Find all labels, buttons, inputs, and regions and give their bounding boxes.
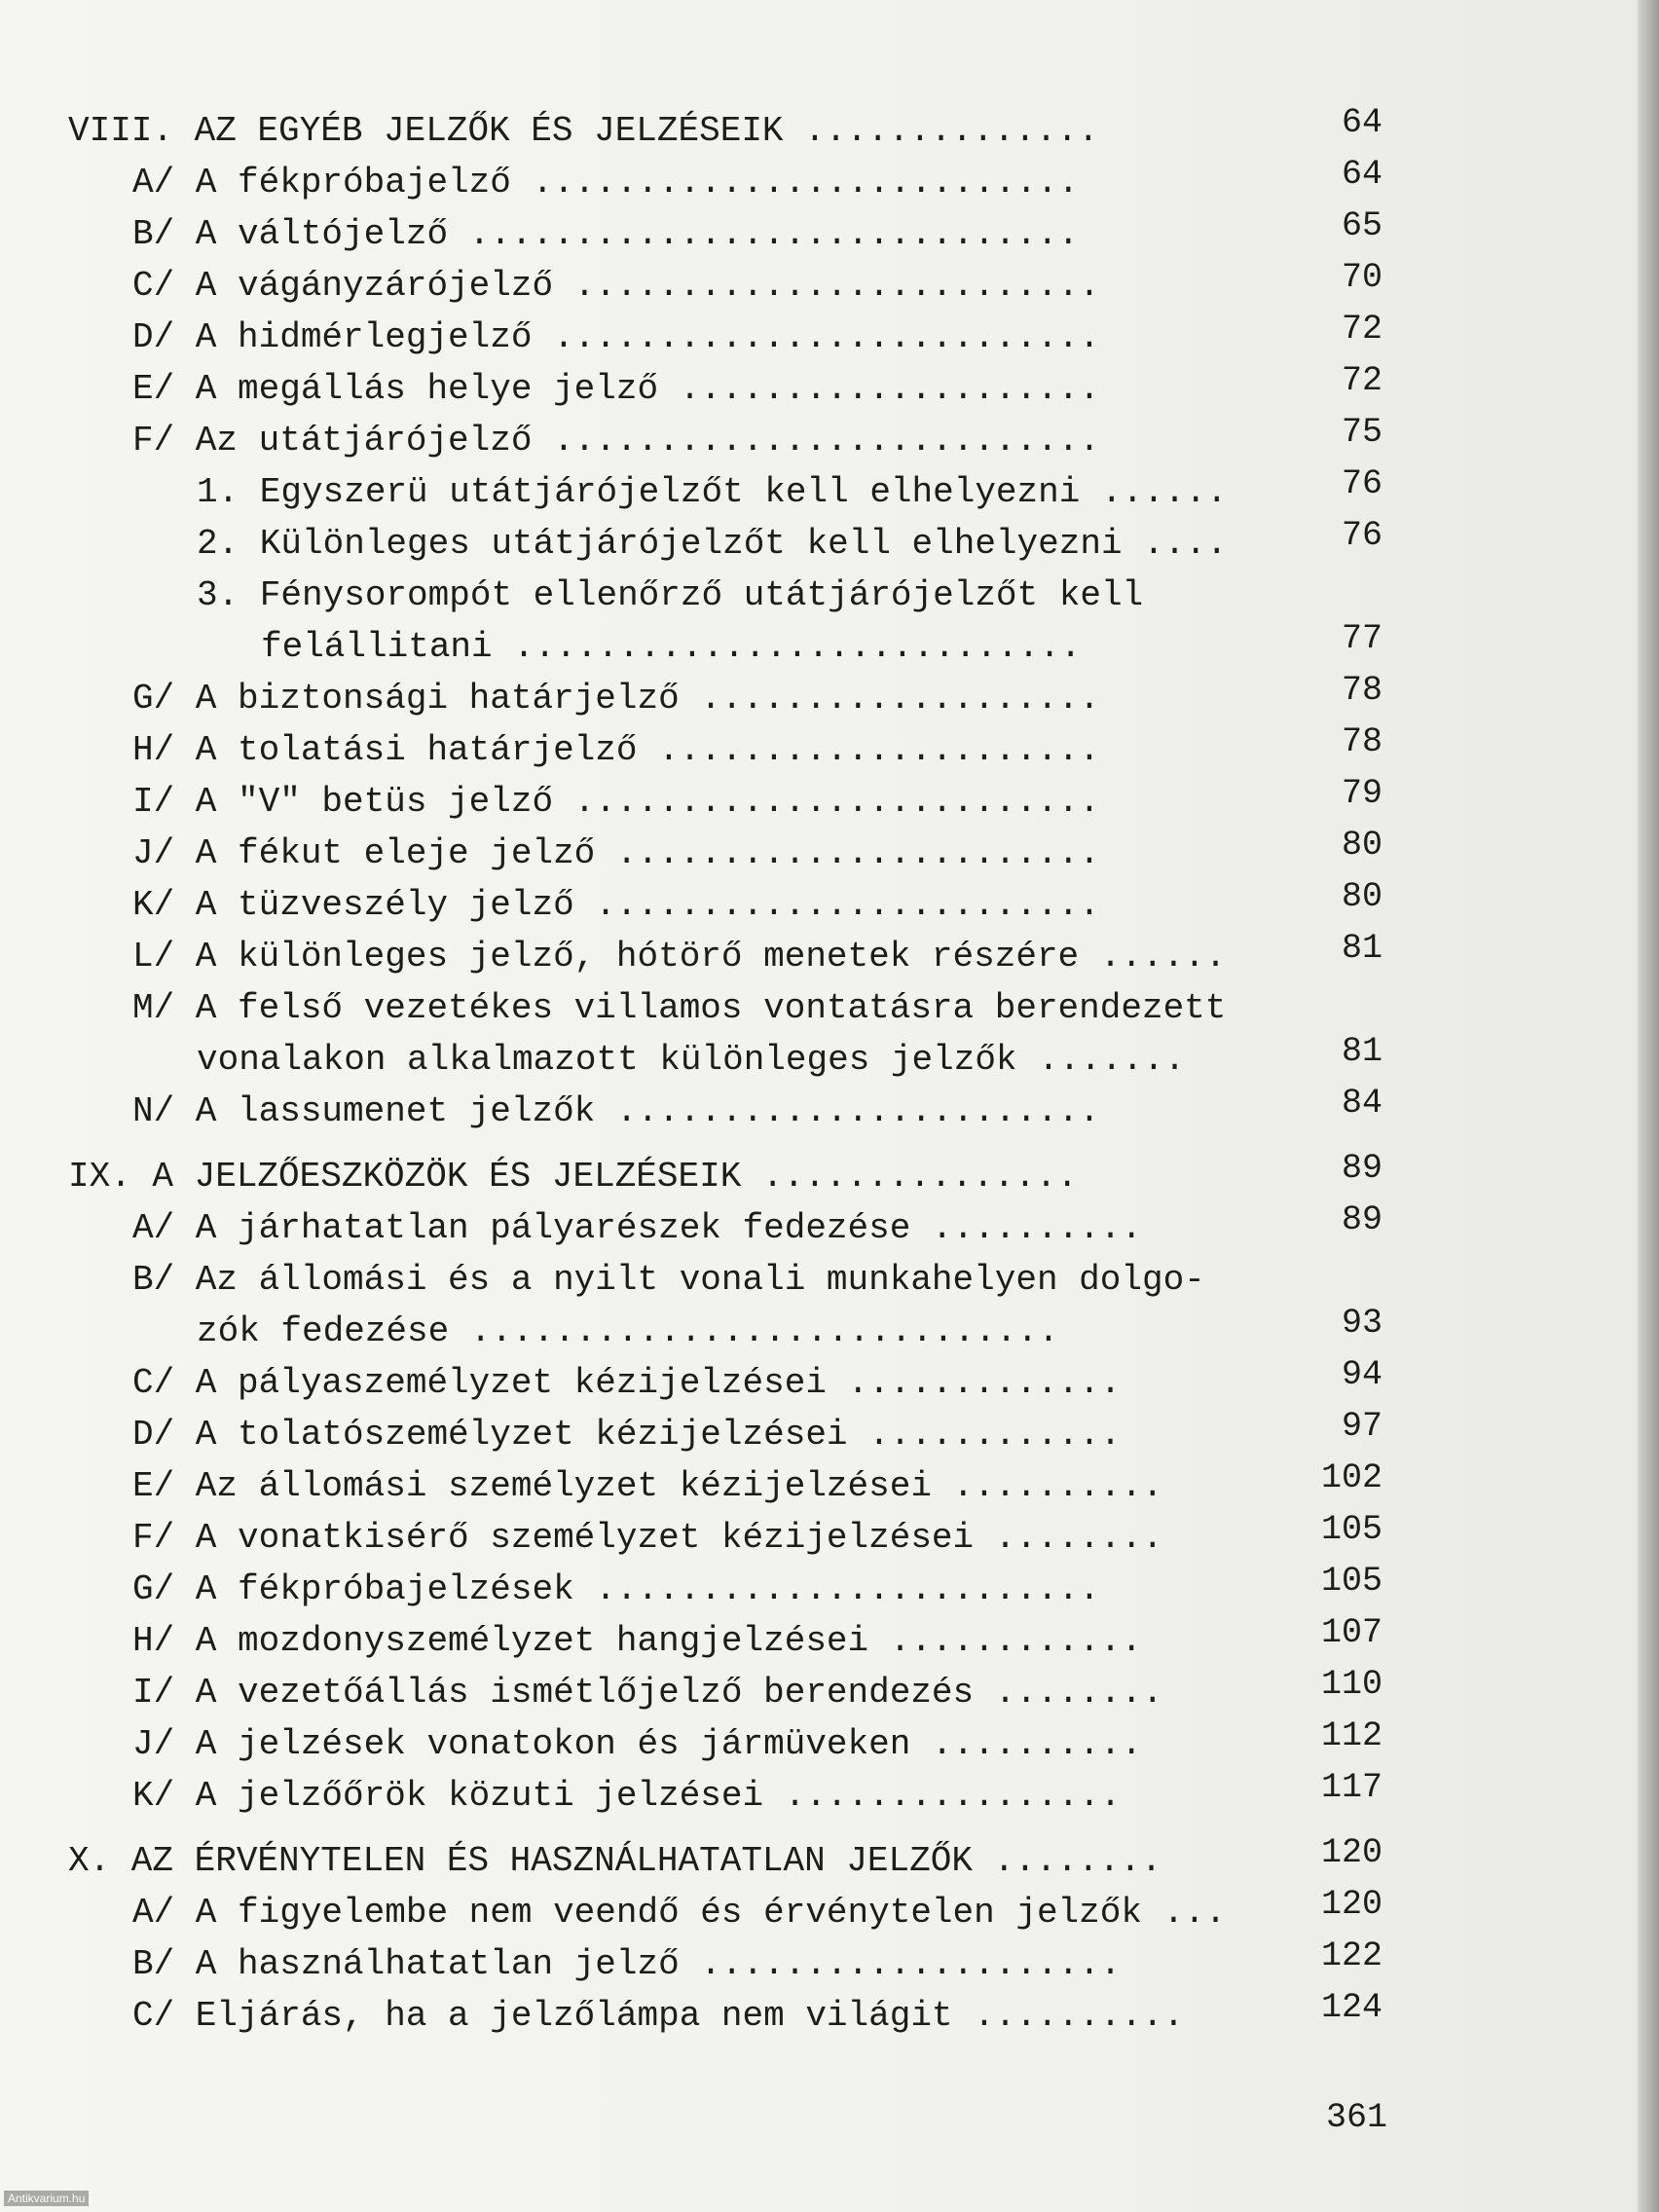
- toc-page-number: 78: [1341, 671, 1382, 710]
- toc-entry-line: [68, 157, 1382, 208]
- toc-chapter-line: [68, 105, 1382, 157]
- toc-page-number: 105: [1320, 1562, 1382, 1601]
- toc-entry-line: [68, 1990, 1382, 2042]
- toc-page-number: 72: [1341, 310, 1382, 349]
- toc-entry-line: [68, 570, 1382, 621]
- toc-page-number: 81: [1341, 929, 1382, 968]
- toc-entry-line: [68, 776, 1382, 828]
- toc-entry-line: [68, 363, 1382, 415]
- toc-entry-line: [68, 828, 1382, 879]
- toc-page-number: 79: [1341, 774, 1382, 813]
- toc-entry-title: J/ A jelzések vonatokon és jármüveken ..........: [132, 1724, 1142, 1764]
- toc-entry-line: [68, 1564, 1382, 1615]
- toc-entry-title: A/ A járhatatlan pályarészek fedezése ..........: [132, 1208, 1142, 1248]
- toc-entry-line: [68, 1460, 1382, 1512]
- toc-page-number: 93: [1341, 1304, 1382, 1343]
- toc-entry-title: A/ A fékpróbajelző ..........................: [132, 163, 1080, 203]
- toc-entry-title: D/ A tolatószemélyzet kézijelzései ............: [132, 1415, 1122, 1455]
- toc-page-number: 77: [1341, 619, 1382, 658]
- toc-entry-title: J/ A fékut eleje jelző .......................: [132, 833, 1100, 873]
- toc-entry-line: [68, 1615, 1382, 1667]
- toc-entry-title: I/ A "V" betüs jelző .........................: [132, 782, 1100, 822]
- toc-page-number: 102: [1320, 1458, 1382, 1497]
- toc-entry-line: [68, 1770, 1382, 1822]
- toc-entry-title: D/ A hidmérlegjelző ..........................: [132, 317, 1100, 357]
- toc-entry-line: [68, 982, 1382, 1034]
- toc-entry-title: zók fedezése ............................: [197, 1311, 1059, 1351]
- toc-entry-title: C/ Eljárás, ha a jelzőlámpa nem világit ..........: [132, 1996, 1185, 2036]
- toc-page-number: 80: [1341, 877, 1382, 916]
- watermark: Antikvarium.hu: [4, 2191, 89, 2206]
- toc-entry-title: G/ A fékpróbajelzések ........................: [132, 1569, 1100, 1609]
- toc-entry-title: 1. Egyszerü utátjárójelzőt kell elhelyezni ......: [197, 472, 1228, 512]
- toc-entry-title: X. AZ ÉRVÉNYTELEN ÉS HASZNÁLHATATLAN JELZŐK ........: [68, 1841, 1162, 1881]
- toc-entry-line: [68, 1254, 1382, 1306]
- toc-entry-line: [68, 724, 1382, 776]
- toc-entry-title: VIII. AZ EGYÉB JELZŐK ÉS JELZÉSEIK ..............: [68, 111, 1099, 151]
- toc-entry-title: M/ A felső vezetékes villamos vontatásra berendezett: [132, 988, 1227, 1028]
- toc-entry-title: F/ Az utátjárójelző ..........................: [132, 421, 1100, 461]
- toc-page-number: 81: [1341, 1032, 1382, 1071]
- toc-entry-title: N/ A lassumenet jelzők .......................: [132, 1091, 1100, 1131]
- toc-entry-title: C/ A pályaszemélyzet kézijelzései .............: [132, 1363, 1122, 1403]
- toc-page-number: 112: [1320, 1716, 1382, 1755]
- toc-page-number: 80: [1341, 826, 1382, 865]
- toc-page-number: 84: [1341, 1084, 1382, 1123]
- toc-entry-line: [68, 1718, 1382, 1770]
- toc-entry-title: vonalakon alkalmazott különleges jelzők .......: [197, 1040, 1186, 1080]
- toc-page-number: 105: [1320, 1510, 1382, 1549]
- toc-entry-line: [68, 1667, 1382, 1718]
- toc-entry-title: E/ Az állomási személyzet kézijelzései ..........: [132, 1466, 1163, 1506]
- toc-entry-line: [68, 1034, 1382, 1086]
- toc-entry-line: [68, 260, 1382, 312]
- toc-page-number: 97: [1341, 1407, 1382, 1446]
- toc-entry-line: [68, 518, 1382, 570]
- toc-entry-title: C/ A vágányzárójelző .........................: [132, 266, 1100, 306]
- toc-entry-line: [68, 1086, 1382, 1137]
- toc-page-number: 70: [1341, 258, 1382, 297]
- toc-entry-line: [68, 1357, 1382, 1409]
- toc-entry-line: [68, 673, 1382, 724]
- toc-entry-line: [68, 1306, 1382, 1357]
- toc-entry-title: H/ A tolatási határjelző .....................: [132, 730, 1100, 770]
- toc-page-number: 78: [1341, 722, 1382, 761]
- section-gap: [68, 1137, 1382, 1151]
- toc-entry-line: [68, 415, 1382, 466]
- toc-entry-title: B/ Az állomási és a nyilt vonali munkahelyen dolgo-: [132, 1260, 1205, 1300]
- toc-page-number: 72: [1341, 361, 1382, 400]
- toc-entry-line: [68, 312, 1382, 363]
- toc-page-number: 64: [1341, 103, 1382, 142]
- toc-entry-title: G/ A biztonsági határjelző ...................: [132, 679, 1100, 719]
- page-edge-shadow: [1638, 0, 1659, 2212]
- toc-entry-title: B/ A használhatatlan jelző ....................: [132, 1944, 1122, 1984]
- toc-page-number: 94: [1341, 1355, 1382, 1394]
- toc-page-number: 76: [1341, 464, 1382, 503]
- toc-page-number: 120: [1320, 1885, 1382, 1924]
- toc-page-number: 64: [1341, 155, 1382, 194]
- section-gap: [68, 1822, 1382, 1835]
- toc-chapter-line: [68, 1835, 1382, 1887]
- toc-page-number: 122: [1320, 1936, 1382, 1975]
- toc-entry-title: 3. Fénysorompót ellenőrző utátjárójelzőt kell: [197, 575, 1144, 615]
- page-number: 361: [1326, 2098, 1388, 2137]
- toc-entry-line: [68, 466, 1382, 518]
- toc-entry-title: 2. Különleges utátjárójelzőt kell elhelyezni ....: [197, 524, 1228, 564]
- toc-entry-line: [68, 1409, 1382, 1460]
- toc-entry-line: [68, 1512, 1382, 1564]
- toc-page-number: 89: [1341, 1200, 1382, 1239]
- toc-entry-title: H/ A mozdonyszemélyzet hangjelzései ............: [132, 1621, 1142, 1661]
- toc-entry-line: [68, 1887, 1382, 1938]
- toc-entry-title: F/ A vonatkisérő személyzet kézijelzései ........: [132, 1518, 1163, 1558]
- toc-page-number: 124: [1320, 1988, 1382, 2027]
- toc-entry-line: [68, 621, 1382, 673]
- toc-page-number: 65: [1341, 206, 1382, 245]
- toc-entry-title: felállitani ...........................: [261, 627, 1082, 667]
- toc-entry-line: [68, 879, 1382, 931]
- toc-entry-line: [68, 931, 1382, 982]
- toc-entry-title: IX. A JELZŐESZKÖZÖK ÉS JELZÉSEIK ...............: [68, 1157, 1078, 1197]
- toc-page-number: 75: [1341, 413, 1382, 452]
- toc-page-number: 107: [1320, 1613, 1382, 1652]
- toc-page-number: 120: [1320, 1833, 1382, 1872]
- toc-entry-title: K/ A jelzőőrök közuti jelzései ................: [132, 1776, 1122, 1816]
- table-of-contents: [68, 105, 1382, 2042]
- toc-entry-title: A/ A figyelembe nem veendő és érvénytelen jelzők ...: [132, 1893, 1227, 1933]
- toc-entry-line: [68, 1202, 1382, 1254]
- toc-page-number: 110: [1320, 1665, 1382, 1704]
- toc-entry-line: [68, 1938, 1382, 1990]
- toc-entry-title: K/ A tüzveszély jelző ........................: [132, 885, 1100, 925]
- toc-page-number: 76: [1341, 516, 1382, 555]
- toc-entry-title: B/ A váltójelző .............................: [132, 214, 1080, 254]
- toc-entry-title: L/ A különleges jelző, hótörő menetek részére ......: [132, 937, 1227, 977]
- toc-entry-line: [68, 208, 1382, 260]
- toc-chapter-line: [68, 1151, 1382, 1202]
- toc-page-number: 117: [1320, 1768, 1382, 1807]
- toc-entry-title: E/ A megállás helye jelző ....................: [132, 369, 1100, 409]
- toc-entry-title: I/ A vezetőállás ismétlőjelző berendezés ........: [132, 1673, 1163, 1713]
- toc-page-number: 89: [1341, 1149, 1382, 1188]
